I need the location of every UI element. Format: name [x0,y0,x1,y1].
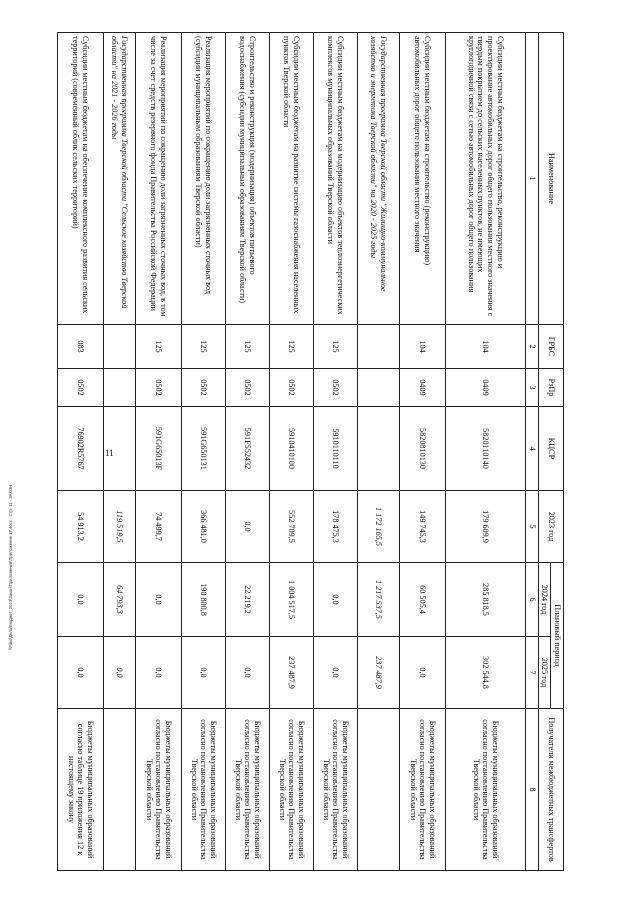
column-number-row [525,33,538,871]
cell-kcsr: 5820810130 [399,407,445,491]
table-row [225,33,269,871]
column-number: 1 [525,33,538,325]
cell-2025: 0,0 [57,637,103,709]
cell-2024: 60 505,4 [399,563,445,637]
cell-2025: 237 487,9 [269,637,313,709]
cell-kcsr: 76902R5767 [57,407,103,491]
cell-grbs: 125 [313,325,357,369]
cell-2024: 0,0 [57,563,103,637]
cell-kcsr: 5820110140 [445,407,525,491]
cell-rzpr: 0502 [57,369,103,407]
program-row [103,33,135,871]
cell-grbs: 125 [225,325,269,369]
transfers-table [57,32,564,871]
cell-2024: 22 219,2 [225,563,269,637]
cell-name: Субсидии местным бюджетам на модернизацию объектов теплоэнергетических комплексов муниципальных образований Тверской области [313,33,357,325]
column-number: 2 [525,325,538,369]
cell-name: Государственная программа Тверской области "Сельское хозяйство Тверской области" на 2021 - 2026 годы [103,33,135,325]
cell-2024: 64 793,3 [103,563,135,637]
cell-recipient: Бюджеты муниципальных образований согласно постановлению Правительства Тверской области [445,709,525,871]
header-2023: 2023 год [538,491,563,563]
cell-2025: 237 487,9 [357,637,399,709]
cell-rzpr: 0502 [225,369,269,407]
page-number: 11 [105,448,114,458]
cell-rzpr: 0502 [269,369,313,407]
cell-2023: 0,0 [225,491,269,563]
cell-rzpr: 0502 [135,369,181,407]
cell-rzpr: 0409 [445,369,525,407]
cell-2023: 552 709,5 [269,491,313,563]
table-row [135,33,181,871]
cell-grbs: 125 [269,325,313,369]
cell-kcsr: 591G650131 [181,407,225,491]
file-path-footer: \\Files\Дела\Бюджет_2023\Закон\Приложения\Приложение 17.docx · Стр. 11 · ЗАКОН [8,484,13,650]
table-row [313,33,357,871]
cell-2023: 74 499,7 [135,491,181,563]
cell-recipient [357,709,399,871]
cell-2024: 1 004 517,5 [269,563,313,637]
cell-grbs: 083 [57,325,103,369]
cell-2025: 0,0 [181,637,225,709]
cell-name: Субсидии местным бюджетам на строительство, реконструкцию и проектирование автомобильных дорог общего пользования местного значения с твердым покрытием до сельских населенных пунктов, не имеющих круглогодичной связи с сетью автомобильных дорог общего пользования [445,33,525,325]
cell-2024: 0,0 [313,563,357,637]
header-2025: 2025 год [538,637,551,709]
cell-2023: 119 519,5 [103,491,135,563]
cell-2024: 285 818,5 [445,563,525,637]
column-number: 6 [525,563,538,637]
cell-kcsr [103,407,135,491]
cell-grbs: 104 [399,325,445,369]
table-row [57,33,103,871]
cell-name: Субсидии местным бюджетам на строительство (реконструкцию) автомобильных дорог общего пользования местного значения [399,33,445,325]
cell-recipient: Бюджеты муниципальных образований согласно постановлению Правительства Тверской области [399,709,445,871]
cell-name: Государственная программа Тверской области "Жилищно-коммунальное хозяйство и энергетика Тверской области" на 2020 - 2025 годы [357,33,399,325]
cell-name: Субсидии местным бюджетам на обеспечение комплексного развития сельских территорий (современный облик сельских территорий) [57,33,103,325]
cell-2025: 0,0 [135,637,181,709]
cell-name: Реализация мероприятий по сокращению доли загрязненных сточных вод (субсидии муниципальным образованиям Тверской области) [181,33,225,325]
cell-2024: 0,0 [135,563,181,637]
table-row [181,33,225,871]
header-recipient: Получатели межбюджетных трансфертов [538,709,563,871]
column-number: 3 [525,369,538,407]
table-row [269,33,313,871]
cell-rzpr: 0409 [399,369,445,407]
cell-2023: 1 172 165,5 [357,491,399,563]
cell-2023: 178 475,3 [313,491,357,563]
cell-kcsr: 591G65013F [135,407,181,491]
cell-2025: 0,0 [225,637,269,709]
cell-2025: 0,0 [399,637,445,709]
cell-kcsr [357,407,399,491]
column-number: 4 [525,407,538,491]
cell-2025: 302 544,8 [445,637,525,709]
cell-2023: 179 609,9 [445,491,525,563]
column-number: 7 [525,637,538,709]
cell-2023: 149 745,3 [399,491,445,563]
cell-rzpr [103,369,135,407]
cell-2023: 366 481,0 [181,491,225,563]
cell-recipient: Бюджеты муниципальных образований согласно постановлению Правительства Тверской области [181,709,225,871]
cell-2025: 0,0 [103,637,135,709]
column-number: 5 [525,491,538,563]
table-row [399,33,445,871]
cell-grbs: 125 [135,325,181,369]
cell-2025: 0,0 [313,637,357,709]
header-kcsr: КЦСР [538,407,563,491]
cell-recipient: Бюджеты муниципальных образований согласно постановлению Правительства Тверской области [269,709,313,871]
cell-kcsr: 591F552432 [225,407,269,491]
cell-rzpr [357,369,399,407]
column-number: 8 [525,709,538,871]
cell-grbs: 104 [445,325,525,369]
cell-kcsr: 5910110110 [313,407,357,491]
cell-grbs [103,325,135,369]
cell-rzpr: 0502 [313,369,357,407]
cell-grbs [357,325,399,369]
cell-recipient: Бюджеты муниципальных образований согласно таблице 19 приложения 12 к настоящему закону [57,709,103,871]
header-name: Наименование [538,33,563,325]
cell-recipient [103,709,135,871]
cell-recipient: Бюджеты муниципальных образований согласно постановлению Правительства Тверской области [135,709,181,871]
program-row [357,33,399,871]
rotated-table-area [66,32,564,870]
header-2024: 2024 год [538,563,551,637]
cell-name: Субсидии местным бюджетам на развитие системы газоснабжения населенных пунктов Тверской области [269,33,313,325]
cell-grbs: 125 [181,325,225,369]
cell-name: Реализация мероприятий по сокращению доли загрязненных сточных вод, в том числе за счет средств резервного фонда Правительства Российской Федерации [135,33,181,325]
cell-2024: 1 217 537,5 [357,563,399,637]
cell-recipient: Бюджеты муниципальных образований согласно постановлению Правительства Тверской области [313,709,357,871]
cell-rzpr: 0502 [181,369,225,407]
header-rzpr: РзПр [538,369,563,407]
table-row [445,33,525,871]
cell-2023: 54 913,2 [57,491,103,563]
header-planned-period: Плановый период [551,563,564,709]
cell-kcsr: 5910410100 [269,407,313,491]
cell-recipient: Бюджеты муниципальных образований согласно постановлению Правительства Тверской области [225,709,269,871]
header-grbs: ГРБС [538,325,563,369]
cell-name: Строительство и реконструкция (модернизация) объектов питьевого водоснабжения (субсидии муниципальным образованиям Тверской области) [225,33,269,325]
cell-2024: 190 800,8 [181,563,225,637]
